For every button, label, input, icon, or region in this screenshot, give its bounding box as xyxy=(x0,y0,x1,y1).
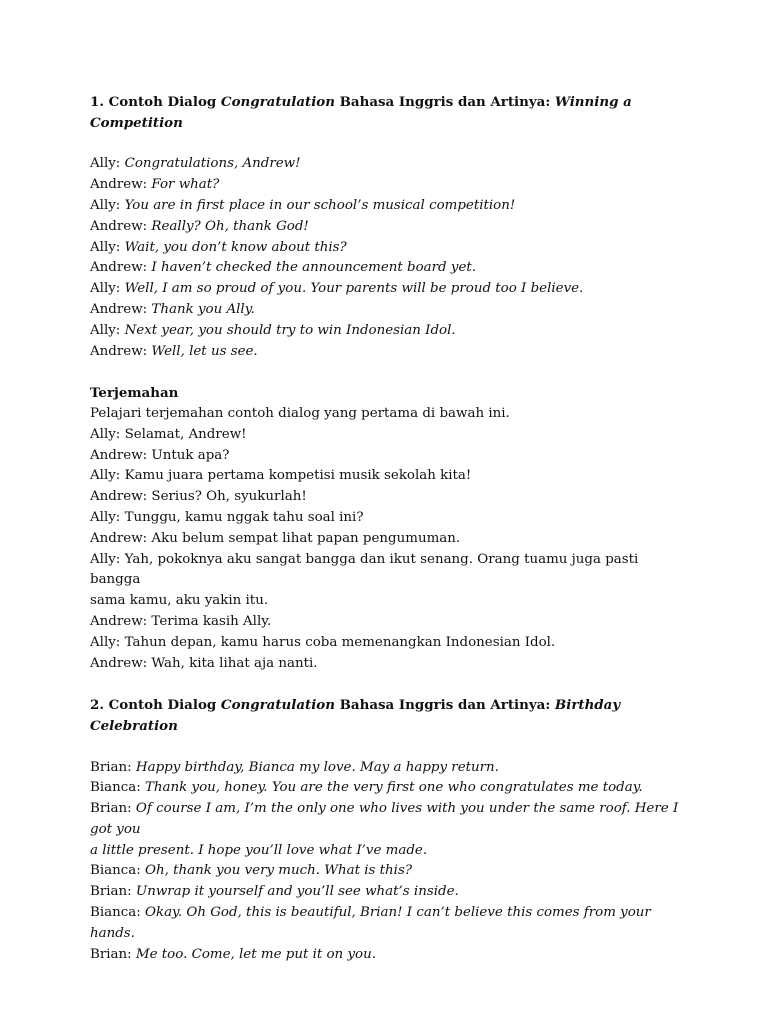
speaker: Andrew: xyxy=(90,218,152,234)
speaker: Andrew: xyxy=(90,260,152,276)
translation-line: Ally: Yah, pokoknya aku sangat bangga dan ikut senang. Orang tuamu juga pasti bangga xyxy=(90,551,639,588)
speaker: Ally: xyxy=(90,281,125,297)
dialog-line xyxy=(90,279,690,300)
translation-line: Andrew: Wah, kita lihat aja nanti. xyxy=(90,655,318,671)
dialog-line xyxy=(90,861,690,882)
utterance: You are in first place in our school’s musical competition! xyxy=(124,197,516,213)
dialog-line xyxy=(90,196,690,217)
utterance: Oh, thank you very much. What is this? xyxy=(144,863,413,879)
section-2-heading xyxy=(90,695,690,737)
utterance: Unwrap it yourself and you’ll see what’s inside. xyxy=(135,884,459,900)
translation-line: Andrew: Terima kasih Ally. xyxy=(90,613,272,629)
document-page xyxy=(90,92,690,965)
translation-lines xyxy=(90,425,690,675)
heading-topic: Birthday Celebration xyxy=(90,697,621,734)
speaker: Brian: xyxy=(90,759,136,775)
dialog-line xyxy=(90,799,690,841)
dialog-line xyxy=(90,217,690,238)
utterance: Of course I am, I’m the only one who lives with you under the same roof. Here I got you xyxy=(90,801,679,837)
utterance: Okay. Oh God, this is beautiful, Brian! I can’t believe this comes from your hands. xyxy=(90,905,651,941)
speaker: Andrew: xyxy=(90,301,152,317)
speaker: Brian: xyxy=(90,801,136,817)
speaker: Bianca: xyxy=(90,905,145,921)
dialog-line xyxy=(90,258,690,279)
speaker: Brian: xyxy=(90,884,136,900)
translation-line: Ally: Kamu juara pertama kompetisi musik sekolah kita! xyxy=(90,468,472,484)
translation-line: Andrew: Aku belum sempat lihat papan pengumuman. xyxy=(90,530,461,546)
translation-title: Terjemahan xyxy=(90,385,179,402)
speaker: Bianca: xyxy=(90,780,145,796)
dialog-line xyxy=(90,342,690,363)
dialog-line xyxy=(90,154,690,175)
dialog-line xyxy=(90,238,690,259)
heading-middle: Bahasa Inggris dan Artinya: xyxy=(334,94,555,110)
translation-line: sama kamu, aku yakin itu. xyxy=(90,593,269,609)
utterance: I haven’t checked the announcement board yet. xyxy=(151,260,477,276)
utterance: Wait, you don’t know about this? xyxy=(124,239,347,255)
translation-line: Ally: Selamat, Andrew! xyxy=(90,426,247,442)
heading-emphasis: Congratulation xyxy=(220,697,335,714)
heading-topic: Winning a Competition xyxy=(90,94,632,131)
dialog-line xyxy=(90,321,690,342)
dialog-line xyxy=(90,945,690,966)
heading-prefix: 2. Contoh Dialog xyxy=(90,697,221,714)
dialog-line xyxy=(90,175,690,196)
dialog-line xyxy=(90,778,690,799)
utterance: Thank you Ally. xyxy=(151,301,255,317)
heading-emphasis: Congratulation xyxy=(220,94,335,110)
dialog-line xyxy=(90,758,690,779)
translation-line: Andrew: Serius? Oh, syukurlah! xyxy=(90,489,307,505)
utterance: Well, let us see. xyxy=(151,343,258,359)
section-1-heading xyxy=(90,92,690,134)
speaker: Ally: xyxy=(90,322,125,338)
utterance: Really? Oh, thank God! xyxy=(151,218,309,234)
section-1-dialog xyxy=(90,154,690,362)
utterance: Happy birthday, Bianca my love. May a happy return. xyxy=(135,759,499,775)
utterance: Congratulations, Andrew! xyxy=(124,156,301,172)
utterance: a little present. I hope you’ll love what I’ve made. xyxy=(90,842,428,858)
heading-middle: Bahasa Inggris dan Artinya: xyxy=(334,697,555,714)
dialog-line xyxy=(90,300,690,321)
dialog-line xyxy=(90,903,690,945)
section-2-dialog xyxy=(90,758,690,966)
speaker: Ally: xyxy=(90,239,125,255)
translation-line: Ally: Tunggu, kamu nggak tahu soal ini? xyxy=(90,509,364,525)
utterance: Thank you, honey. You are the very first one who congratulates me today. xyxy=(144,780,643,796)
speaker: Brian: xyxy=(90,946,136,962)
heading-prefix: 1. Contoh Dialog xyxy=(90,94,221,110)
dialog-line xyxy=(90,882,690,903)
speaker: Andrew: xyxy=(90,177,152,193)
dialog-line xyxy=(90,841,690,862)
speaker: Andrew: xyxy=(90,343,152,359)
utterance: For what? xyxy=(151,177,220,193)
utterance: Me too. Come, let me put it on you. xyxy=(135,946,376,962)
speaker: Ally: xyxy=(90,197,125,213)
translation-intro: Pelajari terjemahan contoh dialog yang pertama di bawah ini. xyxy=(90,405,510,421)
speaker: Bianca: xyxy=(90,863,145,879)
utterance: Next year, you should try to win Indonesian Idol. xyxy=(124,322,456,338)
speaker: Ally: xyxy=(90,156,125,172)
utterance: Well, I am so proud of you. Your parents will be proud too I believe. xyxy=(124,281,584,297)
translation-line: Andrew: Untuk apa? xyxy=(90,447,230,463)
translation-line: Ally: Tahun depan, kamu harus coba memenangkan Indonesian Idol. xyxy=(90,634,556,650)
